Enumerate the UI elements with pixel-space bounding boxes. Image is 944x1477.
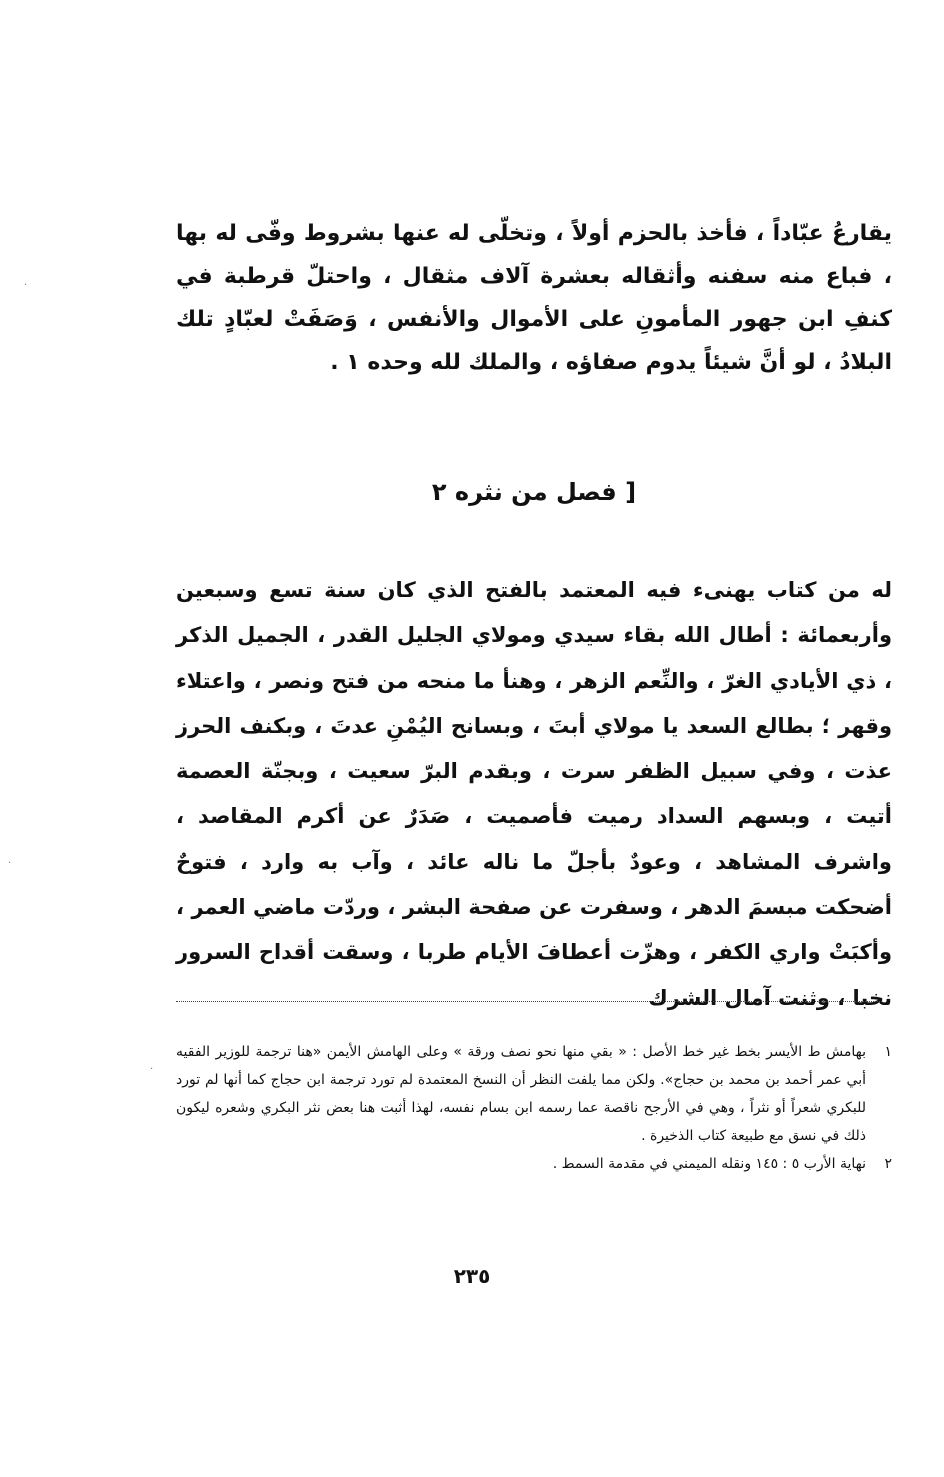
scan-speck: · — [8, 858, 12, 869]
main-paragraph: له من كتاب يهنىء فيه المعتمد بالفتح الذي كان سنة تسع وسبعين وأربعمائة : أطال الله بقاء سيدي ومولاي الجليل القدر ، الجميل الذكر ، ذي الأيادي الغرّ ، والنِّعم الزهر ، وهنأ ما منحه من فتح ونصر ، واعتلاء وقهر ؛ بطالع السعد يا مولاي أبتَ ، وبسانح اليُمْنِ عدتَ ، وبكنف الحرز عذت ، وفي سبيل الظفر سرت ، وبقدم البرّ سعيت ، وبجنّة العصمة أتيت ، وبسهم السداد رميت فأصميت ، صَدَرٌ عن أكرم المقاصد ، واشرف المشاهد ، وعودٌ بأجلّ ما ناله عائد ، وآب به وارد ، فتوحٌ أضحكت مبسمَ الدهر ، وسفرت عن صفحة البشر ، وردّت ماضي العمر ، وأكبَتْ واري الكفر ، وهزّت أعطافَ الأيام طربا ، وسقت أقداح السرور نخبا ، وثنت آمال الشرك — [176, 578, 892, 1010]
footnote-item — [176, 1150, 892, 1178]
footnote-number: ٢ — [884, 1156, 892, 1172]
footnote-number: ١ — [884, 1044, 892, 1060]
footnote-text: نهاية الأرب ٥ : ١٤٥ ونقله الميمني في مقدمة السمط . — [552, 1156, 866, 1172]
footnotes-list — [176, 1038, 892, 1178]
footnote-divider — [176, 1001, 882, 1002]
top-paragraph: يقارعُ عبّاداً ، فأخذ بالحزم أولاً ، وتخلّى له عنها بشروط وفّى له بها ، فباع منه سفنه وأثقاله بعشرة آلاف مثقال ، واحتلّ قرطبة في كنفِ ابن جهور المأمونِ على الأموال والأنفس ، وَصَفَتْ لعبّادٍ تلك البلادُ ، لو أنَّ شيئاً يدوم صفاؤه ، والملك لله وحده ١ . — [176, 221, 892, 375]
scan-speck: · — [24, 280, 28, 291]
page-number: ٢٣٥ — [453, 1264, 491, 1288]
scan-speck: · — [150, 1064, 154, 1075]
section-heading: [ فصل من نثره ٢ — [431, 478, 637, 506]
footnote-item — [176, 1038, 892, 1150]
footnote-text: بهامش ط الأيسر بخط غير خط الأصل : « بقي منها نحو نصف ورقة » وعلى الهامش الأيمن «هنا ترجمة للوزير الفقيه أبي عمر أحمد بن محمد بن حجاج». ولكن مما يلفت النظر أن النسخ المعتمدة لم تورد ترجمة ابن حجاج كما أنها لم تورد للبكري شعراً أو نثراً ، وهي في الأرجح ناقصة عما رسمه ابن بسام نفسه، لهذا أثبت هنا بعض نثر البكري وشعره ليكون ذلك في نسق مع طبيعة كتاب الذخيرة . — [176, 1044, 866, 1144]
